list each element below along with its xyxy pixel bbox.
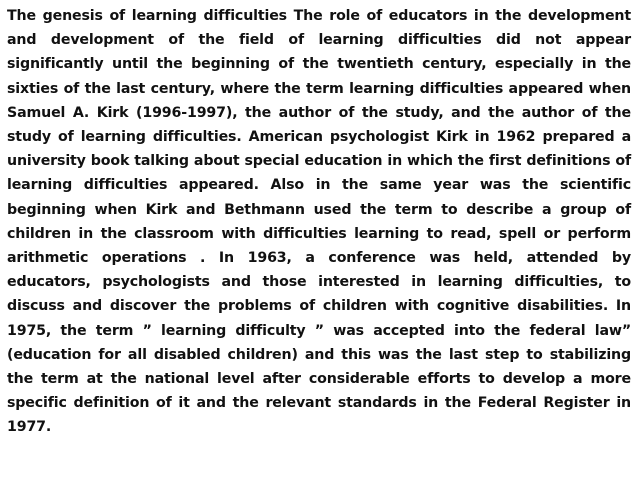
body-paragraph: The genesis of learning difficulties The role of educators in the development and development of the field of learning difficulties did not appear significantly until the beginning of the twentieth century, especially in the sixties of the last century, where the term learning difficulties appeared when Samuel A. Kirk (1996-1997), the author of the study, and the author of the study of learning difficulties. American psychologist Kirk in 1962 prepared a university book talking about special education in which the first definitions of learning difficulties appeared. Also in the same year was the scientific beginning when Kirk and Bethmann used the term to describe a group of children in the classroom with difficulties learning to read, spell or perform arithmetic operations . In 1963, a conference was held, attended by educators, psychologists and those interested in learning difficulties, to discuss and discover the problems of children with cognitive disabilities. In 1975, the term ” learning difficulty ” was accepted into the federal law” (education for all disabled children) and this was the last step to stabilizing the term at the national level after considerable efforts to develop a more specific definition of it and the relevant standards in the Federal Register in 1977.: [7, 8, 631, 436]
